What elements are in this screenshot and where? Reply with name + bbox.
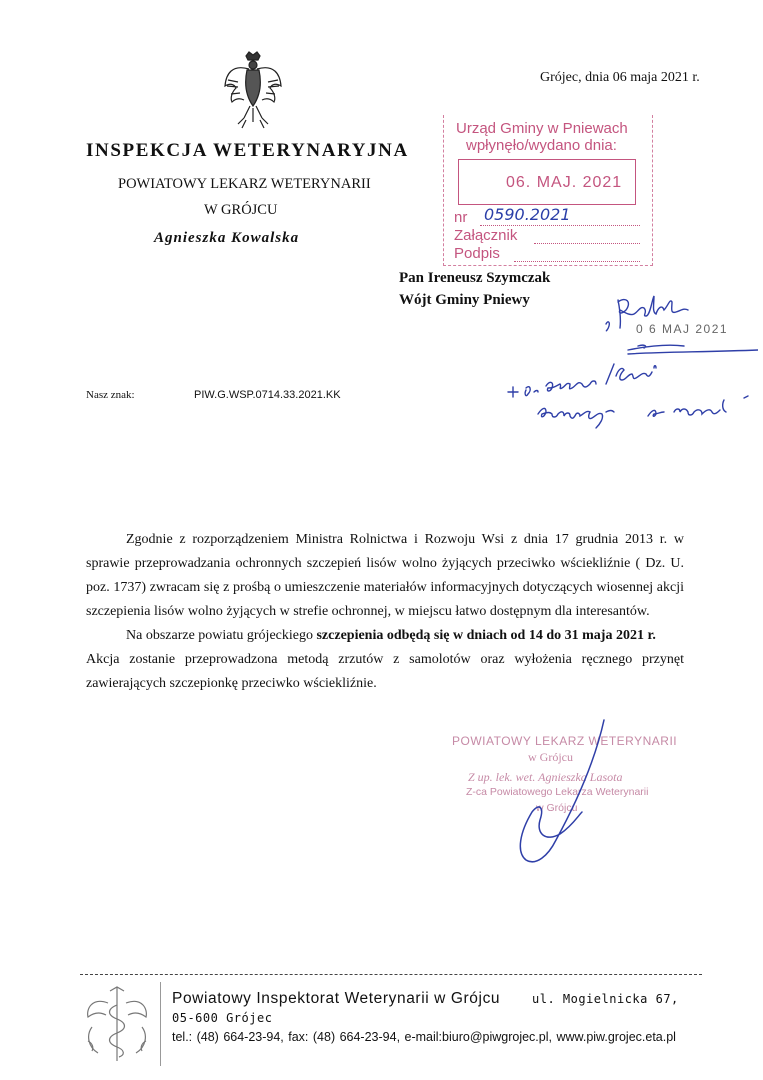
- body-paragraph: Zgodnie z rozporządzeniem Ministra Rolnictwa i Rozwoju Wsi z dnia 17 grudnia 2013 r. w sprawie przeprowadzania ochronnych szczepień lisów wolno żyjących przeciwko wściekliźnie ( Dz. U. poz. 1737) zwracam się z prośbą o umieszczenie materiałów informacyjnych dotyczących wiosennej akcji szczepienia lisów wolno żyjących w strefie ochronnej, w miejscu łatwo dostępnym dla interesantów.: [86, 532, 684, 619]
- stamp-attachment-label: Załącznik: [454, 227, 518, 244]
- sig-stamp-role: Z-ca Powiatowego Lekarza Weterynarii: [466, 786, 649, 798]
- stamp-nr-label: nr: [454, 209, 468, 226]
- stamp-nr-value: 0590.2021: [484, 205, 571, 224]
- body-text-span: Na obszarze powiatu grójeckiego: [126, 628, 317, 643]
- sig-stamp-title: POWIATOWY LEKARZ WETERYNARII: [452, 734, 678, 748]
- footer-divider: [80, 974, 702, 975]
- footer-institution-name: Powiatowy Inspektorat Weterynarii w Grójcu: [172, 990, 501, 1007]
- institution-place: W GRÓJCU: [204, 202, 278, 218]
- eagle-emblem-icon: [222, 50, 284, 132]
- vaccination-dates: szczepienia odbędą się w dniach od 14 do 31 maja 2021 r.: [316, 628, 656, 643]
- stamp-signature-label: Podpis: [454, 245, 500, 262]
- sig-stamp-place: w Grójcu: [528, 750, 573, 764]
- registration-stamp: [443, 115, 653, 266]
- letter-body: [86, 528, 684, 696]
- footer-address: ul. Mogielnicka 67,: [532, 992, 679, 1006]
- body-paragraph: [86, 624, 684, 648]
- sig-stamp-authority: Z up. lek. wet. Agnieszka Lasota: [468, 770, 623, 784]
- institution-title: INSPEKCJA WETERYNARYJNA: [86, 140, 409, 161]
- body-paragraph: Akcja zostanie przeprowadzona metodą zrzutów z samolotów oraz wyłożenia ręcznego przynęt zawierających szczepionkę przeciwko wściekliźnie.: [86, 652, 684, 691]
- footer-contact: tel.: (48) 664-23-94, fax: (48) 664-23-94, e-mail:biuro@piwgrojec.pl, www.piw.grojec.eta.pl: [172, 1030, 676, 1044]
- handwritten-signature: [500, 716, 620, 876]
- reference-number: PIW.G.WSP.0714.33.2021.KK: [194, 389, 341, 401]
- footer-city: 05-600 Grójec: [172, 1011, 273, 1025]
- caduceus-logo-icon: [84, 983, 150, 1065]
- received-date-stamp: 0 6 MAJ 2021: [636, 322, 729, 336]
- stamp-received-label: wpłynęło/wydano dnia:: [466, 137, 617, 154]
- letter-date: Grójec, dnia 06 maja 2021 r.: [540, 70, 700, 85]
- handwritten-annotation: [478, 280, 758, 440]
- recipient-name: Pan Ireneusz Szymczak: [399, 270, 551, 286]
- reference-label: Nasz znak:: [86, 389, 135, 401]
- recipient-role: Wójt Gminy Pniewy: [399, 292, 530, 308]
- institution-person: Agnieszka Kowalska: [154, 230, 300, 246]
- institution-subtitle: POWIATOWY LEKARZ WETERYNARII: [118, 176, 371, 192]
- sig-stamp-place-2: w Grójcu: [536, 802, 578, 814]
- footer-vertical-divider: [160, 982, 161, 1066]
- stamp-date: 06. MAJ. 2021: [506, 174, 623, 191]
- stamp-office-name: Urząd Gminy w Pniewach: [456, 120, 628, 137]
